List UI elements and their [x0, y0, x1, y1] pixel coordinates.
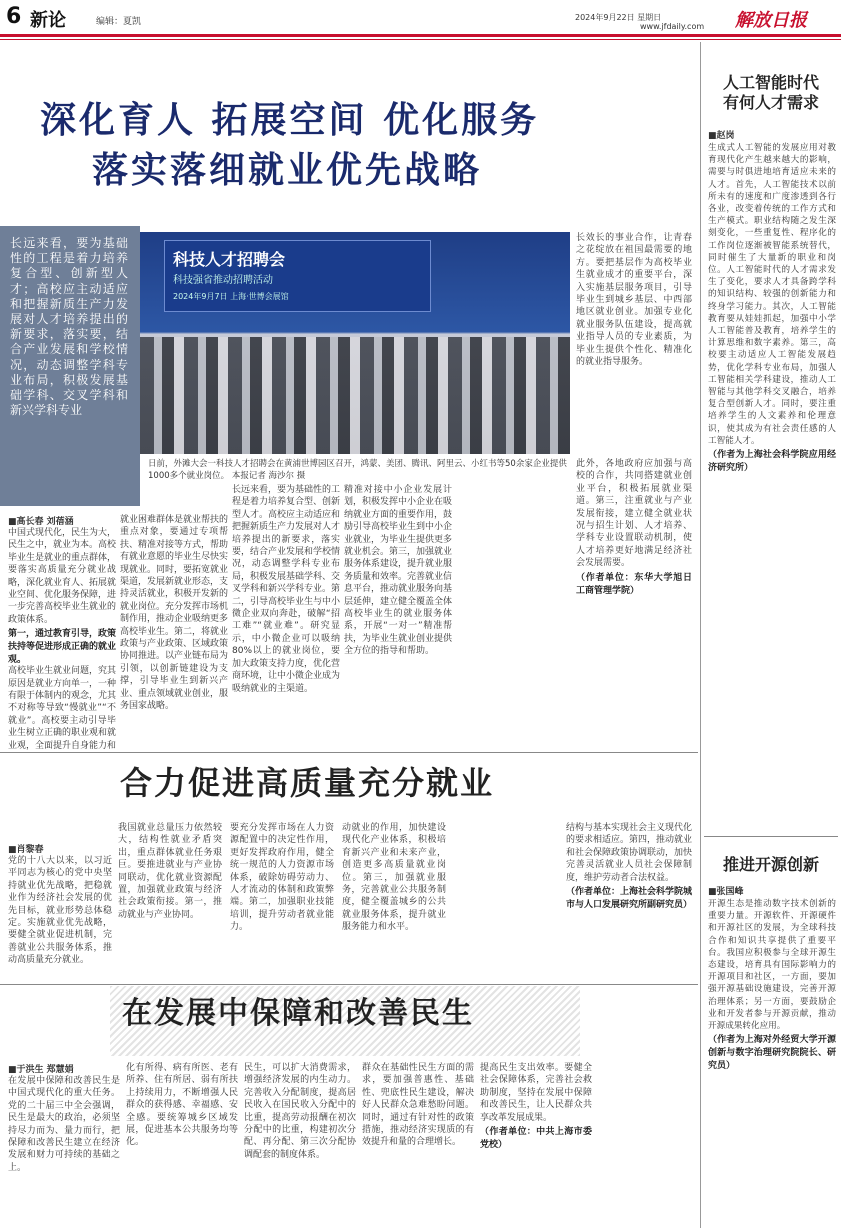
newspaper-logo: 解放日报 — [735, 10, 807, 31]
sidebar1-text: 生成式人工智能的发展应用对教育现代化产生越来越大的影响，需要与时俱进地培育适应未来的人才。首先，人工智能技术以前所未有的速度和广度渗透到各行各业，改变着传统的工作方式和生产模式。职业结构随之发生深刻变化，一些重复性、程序化的工作岗位逐渐被智能系统替代，同时催生了大量新的职业和岗位。人工智能时代的人才需求发生了变化，要求人才具备跨学科的知识结构、较强的创新能力和终身学习能力。其次，人工智能教育要从娃娃抓起，加强中小学人工智能普及教育，培养学生的计算思维和数字素养。第三，高校要主动适应人工智能发展趋势，优化学科专业布局，加强人工智能相关学科建设，推动人工智能与其他学科交叉融合，培养复合型创新人才。同时，要注重培养学生的人文素养和伦理意识，使其成为有社会责任感的人工智能人才。 — [708, 143, 836, 446]
article1-para1: 中国式现代化，民生为大，民生之中，就业为本。高校毕业生是就业的重点群体，要落实高质量充分就业战略，深化就业育人、拓展就业空间、优化服务保障，进一步完善高校毕业生就业的政策体系。 — [8, 528, 116, 625]
article1-col6-text: 此外，各地政府应加强与高校的合作，共同搭建就业创业平台，积极拓展就业渠道。第三，注重就业与产业发展衔接，建立健全就业状况与招生计划、人才培养、学科专业设置联动机制，使人才培养更好地满足经济社会发展需要。 — [576, 459, 692, 569]
article2-col3: 要充分发挥市场在人力资源配置中的决定性作用，更好发挥政府作用，健全统一规范的人力资源市场体系，破除妨碍劳动力、人才流动的体制和政策弊端。第二，加强职业技能培训，提升劳动者就业能力。 — [230, 823, 334, 933]
photo-banner-title: 科技人才招聘会 — [173, 250, 286, 269]
photo-banner-subtitle: 科技强省推动招聘活动 — [173, 275, 273, 286]
article2-col5-text: 结构与基本实现社会主义现代化的要求相适应。第四，推动就业和社会保障政策协调联动，加快完善灵活就业人员社会保障制度，维护劳动者合法权益。 — [566, 823, 692, 883]
sidebar2-body — [708, 898, 836, 1226]
photo-caption: 日前，外滩大会一科技人才招聘会在黄浦世博园区召开，鸿蒙、美团、腾讯、阿里云、小红书等50余家企业提供1000多个就业岗位。 本报记者 海沙尔 摄 — [148, 459, 567, 481]
photo-crowd — [140, 337, 570, 454]
masthead-rule — [0, 34, 841, 37]
divider-article2 — [0, 752, 698, 753]
sidebar2-affiliation: （作者为上海对外经贸大学开源创新与数字治理研究院院长、研究员） — [708, 1035, 836, 1072]
site-url[interactable]: www.jfdaily.com — [640, 22, 705, 31]
article3-col4: 群众在基础性民生方面的需求，要加强普惠性、基础性、兜底性民生建设，解决好人民群众急难愁盼问题。同时，通过有针对性的政策措施，推动经济实现质的有效提升和量的合理增长。 — [362, 1063, 474, 1148]
masthead-rule-thin — [0, 39, 841, 40]
sidebar2-text: 开源生态是推动数字技术创新的重要力量。开源软件、开源硬件和开源社区的发展，为全球科技合作和知识共享提供了重要平台。我国应积极参与全球开源生态建设，培育具有国际影响力的开源项目和社区，一方面，要加强开源基础设施建设，完善开源治理体系；另一方面，要鼓励企业和开发者参与开源贡献，推动开源成果转化应用。 — [708, 899, 836, 1032]
pullquote: 长远来看，要为基础性的工程是着力培养复合型、创新型人才；高校应主动适应和把握新质生产力发展对人才培养提出的新要求，落实要，结合产业发展和学校情况，动态调整学科专业布局，积极发展基础学科、交叉学科和新兴学科专业 — [10, 236, 128, 418]
article2-headline: 合力促进高质量充分就业 — [120, 764, 495, 802]
article3-affiliation: （作者单位：中共上海市委党校） — [480, 1127, 592, 1151]
page-number: 6 — [6, 4, 22, 29]
article1-para2: 高校毕业生就业问题，究其原因是就业方向单一，一种有限于体制内的观念，尤其不对称等导致“慢就业”“不就业”。高校要主动引导毕业生树立正确的职业观和就业观，全面提升自身能力和 — [8, 666, 116, 750]
article1-subhead1: 第一，通过教育引导，政策扶持等促进形成正确的就业观。 — [8, 629, 116, 666]
photo-banner — [164, 240, 431, 312]
article1-affiliation: （作者单位：东华大学旭日工商管理学院） — [576, 572, 692, 596]
sidebar-divider — [700, 42, 701, 1228]
main-headline-line2: 落实落细就业优先战略 — [92, 149, 483, 191]
editor-credit: 编辑：夏凯 — [96, 17, 142, 27]
sidebar1-title-line2: 有何人才需求 — [722, 93, 819, 112]
sidebar2-title: 推进开源创新 — [722, 855, 819, 874]
photo-banner-date: 2024年9月7日 上海·世博会展馆 — [173, 292, 289, 301]
article3-col5 — [480, 1062, 592, 1226]
article1-col5: 长效长的事业合作，让青春之花绽放在祖国最需要的地方。要把基层作为高校毕业生就业成才的重要平台，深入实施基层服务项目，引导毕业生到城乡基层、中西部地区就业创业。加强专业化就业服务队伍建设，提高就业指导人员的专业素质，为毕业生提供个性化、精准化的就业指导服务。 — [576, 233, 692, 368]
article2-col1 — [8, 842, 112, 982]
article3-col1 — [8, 1062, 120, 1226]
article3-col5-text: 提高民生支出效率。要健全社会保障体系，完善社会救助制度，坚持在发展中保障和改善民生，让人民群众共享改革发展成果。 — [480, 1063, 592, 1123]
article2-col4: 动就业的作用，加快建设现代化产业体系，积极培育新兴产业和未来产业，创造更多高质量就业岗位。第三，加强就业服务，完善就业公共服务制度，健全覆盖城乡的公共就业服务体系，提升就业服务能力和水平。 — [342, 823, 446, 933]
article1-col4: 精准对接中小企业发展计划，积极发挥中小企业在吸纳就业方面的重要作用，鼓励引导高校毕业生到中小企业就业，为毕业生提供更多就业机会。第三，加强就业服务体系建设，提升就业服务质量和效率。完善就业信息平台，推动就业服务向基层延伸，建立健全覆盖全体高校毕业生的就业服务体系，开展“一对一”精准帮扶，为毕业生就业创业提供全方位的指导和帮助。 — [344, 485, 452, 657]
article2-col1-text: 党的十八大以来，以习近平同志为核心的党中央坚持就业优先战略，把稳就业作为经济社会发展的优先目标，就业形势总体稳定。实施就业优先战略，要健全就业促进机制，完善就业公共服务体系，推动高质量充分就业。 — [8, 856, 112, 966]
divider-article3 — [0, 984, 698, 985]
main-headline-line1: 深化育人 拓展空间 优化服务 — [40, 99, 540, 141]
article3-headline: 在发展中保障和改善民生 — [122, 996, 474, 1031]
article2-author: ■肖黎春 — [8, 845, 44, 855]
article1-col3: 长远来看，要为基础性的工程是着力培养复合型、创新型人才。高校应主动适应和把握新质生产力发展对人才培养提出的新要求，落实要，结合产业发展和学校情况，动态调整学科专业布局，积极发展基础学科、交叉学科和新兴学科专业。第二，引导高校毕业生与中小微企业双向奔赴，破解“招工难”“就业难”。研究显示，中小微企业可以吸纳80%以上的就业岗位，要加大政策支持力度，优化营商环境，让中小微企业成为吸纳就业的主渠道。 — [232, 485, 340, 694]
article3-col2: 化有所得、病有所医、老有所养、住有所居、弱有所扶上持续用力，不断增强人民群众的获得感、幸福感、安全感。要统筹城乡区域发展，促进基本公共服务均等化。 — [126, 1063, 238, 1148]
dateline: 2024年9月22日 星期日 — [575, 13, 662, 22]
article3-col3: 民生，可以扩大消费需求，增强经济发展的内生动力。完善收入分配制度，提高居民收入在国民收入分配中的比重，提高劳动报酬在初次分配中的比重，构建初次分配、再分配、第三次分配协调配套的制度体系。 — [244, 1063, 356, 1160]
article2-affiliation: （作者单位：上海社会科学院城市与人口发展研究所副研究员） — [566, 887, 692, 911]
article3-author: ■于洪生 郑慧娟 — [8, 1065, 74, 1075]
sidebar-separator — [704, 836, 838, 837]
article1-col6 — [576, 458, 692, 750]
news-photo — [140, 232, 570, 454]
sidebar1-affiliation: （作者为上海社会科学院应用经济研究所） — [708, 450, 836, 474]
article2-col5 — [566, 822, 692, 982]
sidebar1-title-line1: 人工智能时代 — [722, 73, 819, 92]
article3-col1-text: 在发展中保障和改善民生是中国式现代化的重大任务。党的二十届三中全会强调，民生是最大的政治，必须坚持尽力而为、量力而行，把保障和改善民生建立在经济发展和财力可持续的基础之上。 — [8, 1076, 120, 1173]
article1-author: ■高长春 刘蓓涵 — [8, 517, 74, 527]
sidebar1-author: ■赵岗 — [708, 131, 735, 141]
article1-col2: 就业困难群体是就业帮扶的重点对象，要通过专项帮扶、精准对接等方式，帮助有就业意愿的毕业生尽快实现就业。同时，要拓宽就业渠道，发展新就业形态，支持灵活就业，积极开发新的就业岗位。充分发挥市场机制作用，推动企业吸纳更多高校毕业生。第二，将就业政策与产业政策、区域政策协同推进。以产业链布局为引领，以创新链建设为支撑，引导毕业生到新兴产业、重点领域就业创业，服务国家战略。 — [120, 515, 228, 712]
article2-col2: 我国就业总量压力依然较大，结构性就业矛盾突出，重点群体就业任务艰巨。要推进就业与产业协同联动，优化就业资源配置，加强就业政策与经济社会政策衔接。第一，推动就业与产业协同。 — [118, 823, 222, 920]
section-name: 新论 — [30, 10, 66, 31]
article1-col1 — [8, 514, 116, 750]
sidebar2-author: ■张国峰 — [708, 887, 744, 897]
sidebar1-body — [708, 142, 836, 830]
